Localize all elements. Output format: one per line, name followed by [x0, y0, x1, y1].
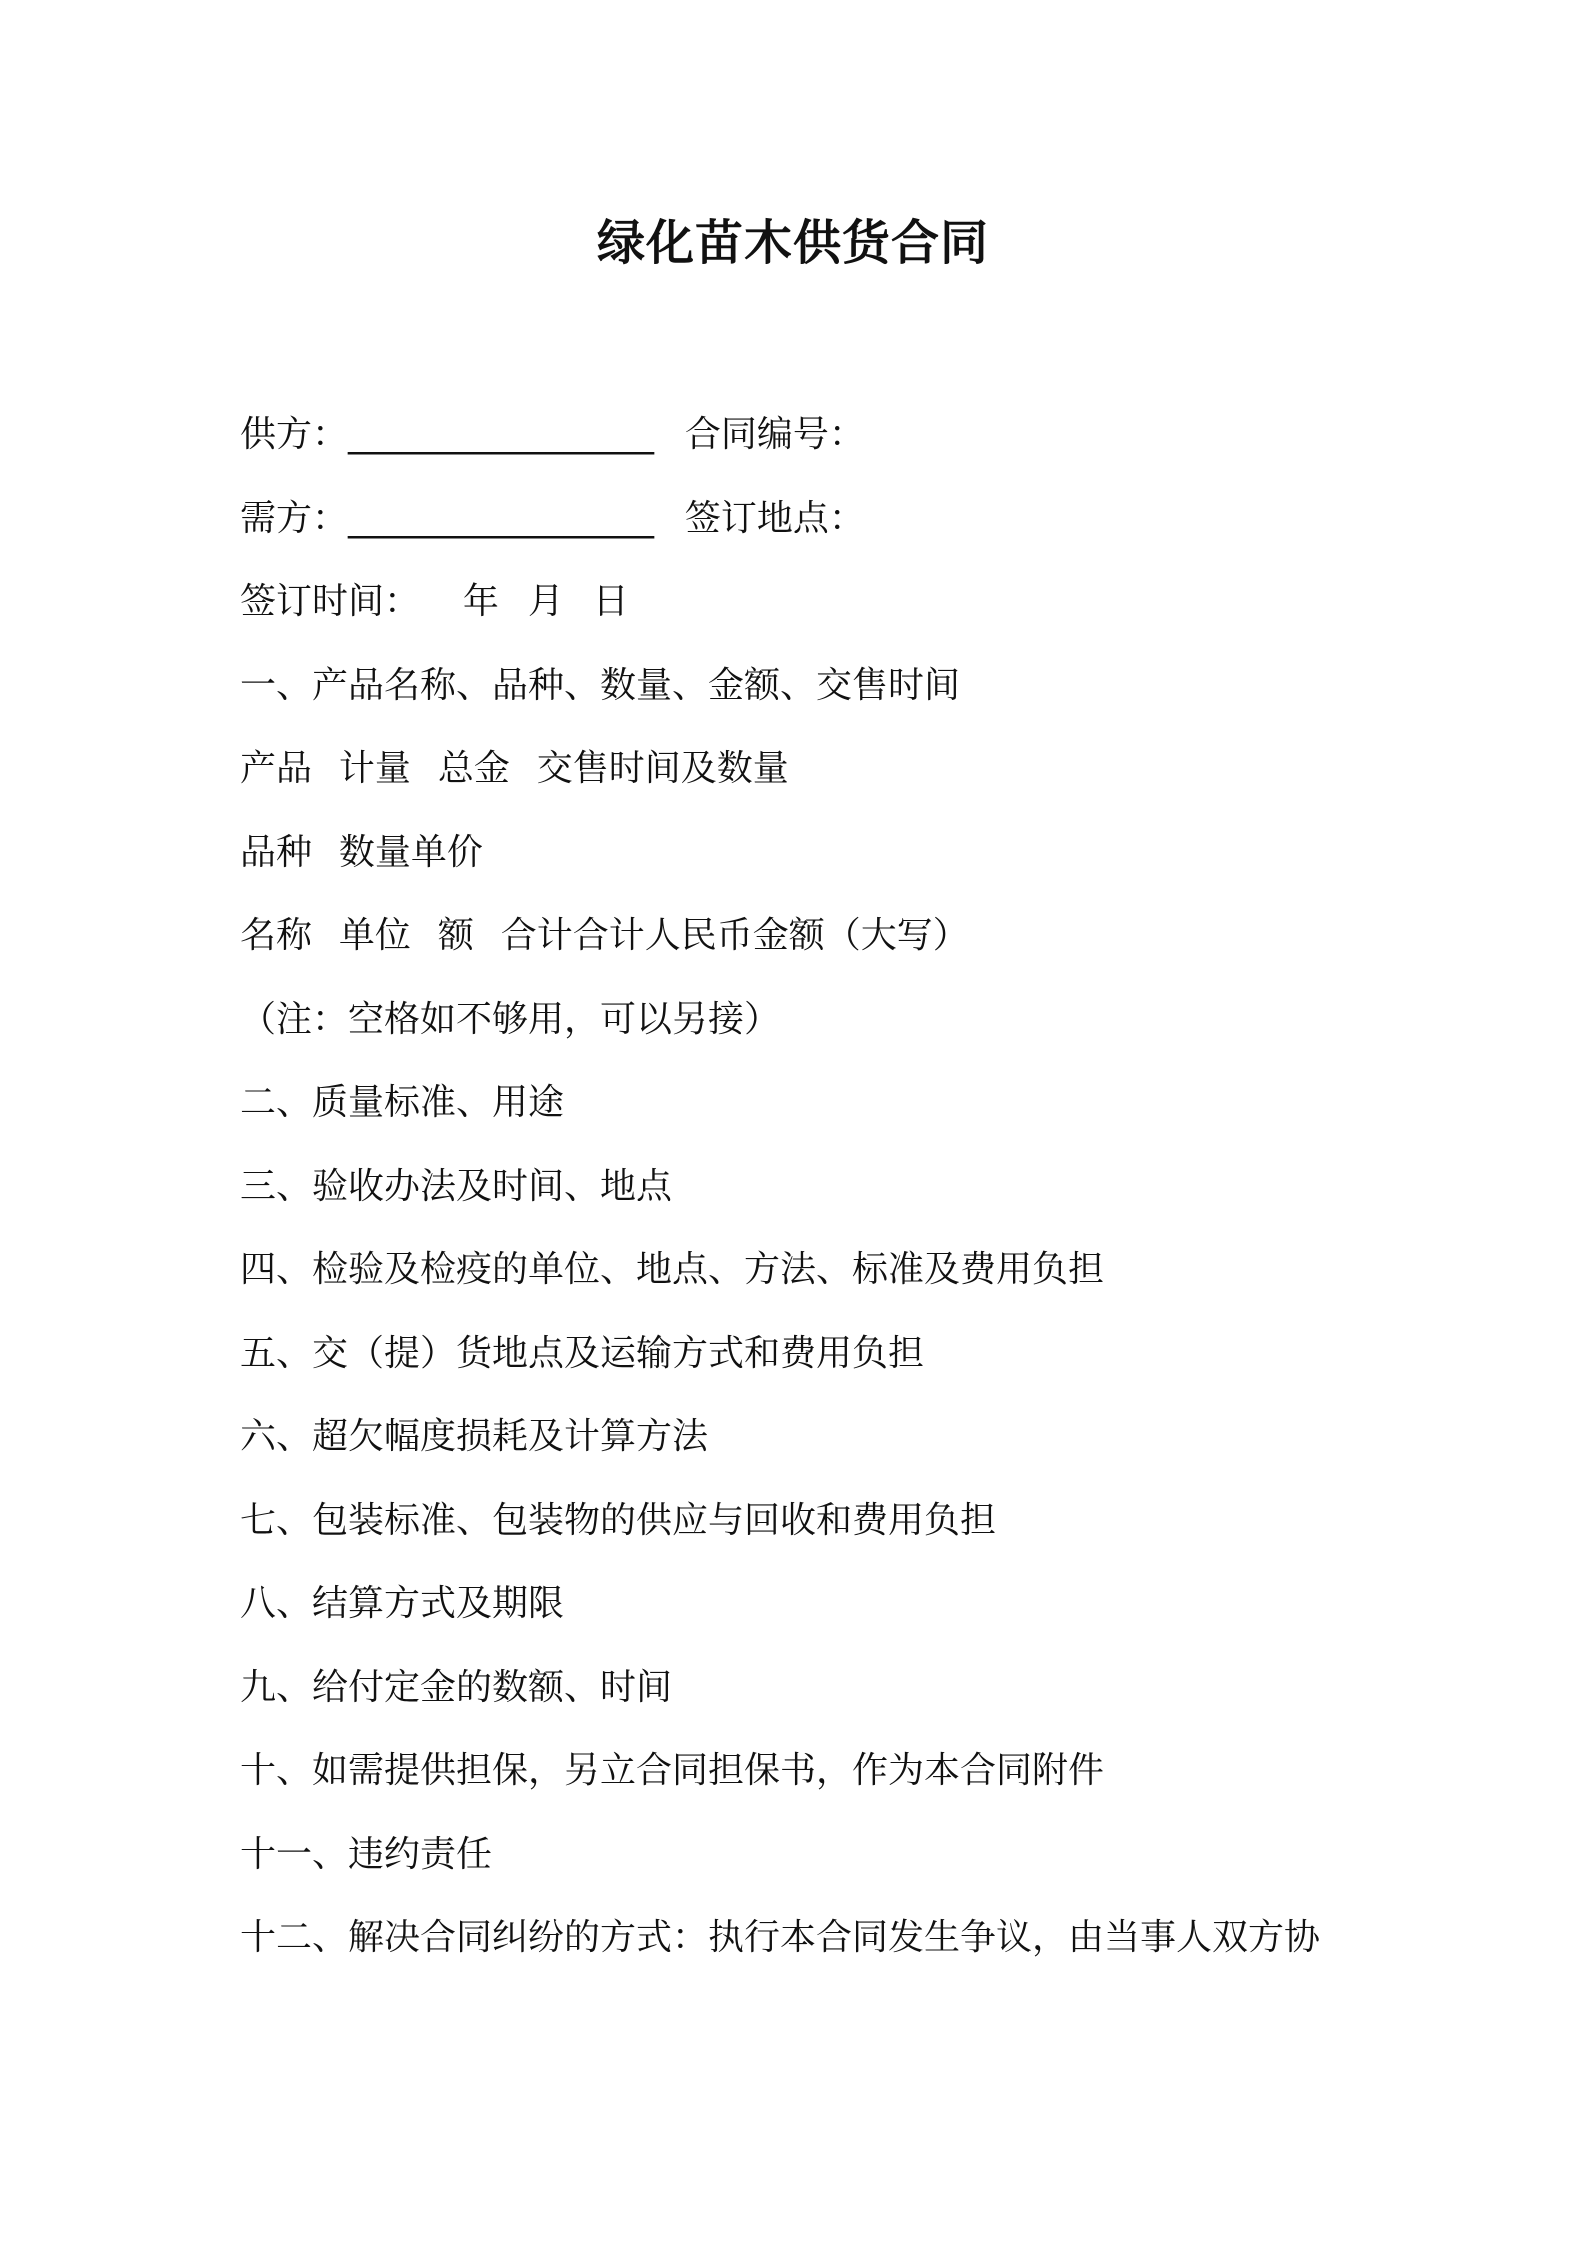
- table-cell: 数量单价: [338, 831, 483, 873]
- year-label: 年: [462, 581, 499, 622]
- table-cell: 总金: [437, 748, 510, 789]
- supplier-label: 供方：: [240, 414, 349, 455]
- clause-9: 九、给付定金的数额、时间: [240, 1666, 673, 1708]
- clause-11: 十一、违约责任: [240, 1833, 493, 1875]
- table-cell: 品种: [240, 831, 313, 873]
- table-cell: 交售时间及数量: [536, 748, 789, 789]
- clause-5: 五、交（提）货地点及运输方式和费用负担: [240, 1332, 925, 1374]
- table-cell: 合计合计人民币金额（大写）: [500, 915, 969, 956]
- product-table-row-3: [240, 901, 1440, 985]
- clause-4: 四、检验及检疫的单位、地点、方法、标准及费用负担: [240, 1249, 1105, 1290]
- table-cell: 单位: [338, 915, 411, 956]
- product-table-row-1: [240, 734, 1440, 818]
- clause-10: 十、如需提供担保，另立合同担保书，作为本合同附件: [240, 1750, 1105, 1791]
- contract-number-label: 合同编号：: [684, 414, 865, 455]
- table-cell: 产品: [240, 748, 313, 789]
- table-cell: 额: [437, 915, 474, 956]
- buyer-line: [240, 484, 1440, 568]
- document-title: 绿化苗木供货合同: [596, 215, 989, 271]
- clause-6: 六、超欠幅度损耗及计算方法: [240, 1416, 709, 1457]
- clause-2: 二、质量标准、用途: [240, 1082, 565, 1123]
- sign-place-label: 签订地点：: [684, 497, 865, 539]
- section-1-heading: 一、产品名称、品种、数量、金额、交售时间: [240, 664, 961, 706]
- table-cell: 名称: [240, 915, 313, 956]
- clause-3: 三、验收办法及时间、地点: [240, 1165, 673, 1207]
- product-table-row-2: [240, 818, 1440, 902]
- clause-7: 七、包装标准、包装物的供应与回收和费用负担: [240, 1499, 997, 1541]
- sign-time-line: [240, 567, 1440, 651]
- clause-8: 八、结算方式及期限: [240, 1583, 565, 1624]
- clause-12: 十二、解决合同纠纷的方式：执行本合同发生争议，由当事人双方协: [240, 1917, 1321, 1958]
- month-label: 月: [527, 581, 564, 622]
- supplier-line: [240, 400, 1440, 484]
- table-note: （注：空格如不够用，可以另接）: [240, 998, 781, 1040]
- buyer-label: 需方：: [240, 497, 349, 539]
- supplier-blank: _________________: [348, 414, 655, 455]
- sign-time-label: 签订时间：: [240, 581, 421, 622]
- day-label: 日: [592, 581, 629, 622]
- table-cell: 计量: [338, 748, 411, 789]
- document-body: [240, 400, 1440, 1987]
- buyer-blank: _________________: [348, 497, 655, 539]
